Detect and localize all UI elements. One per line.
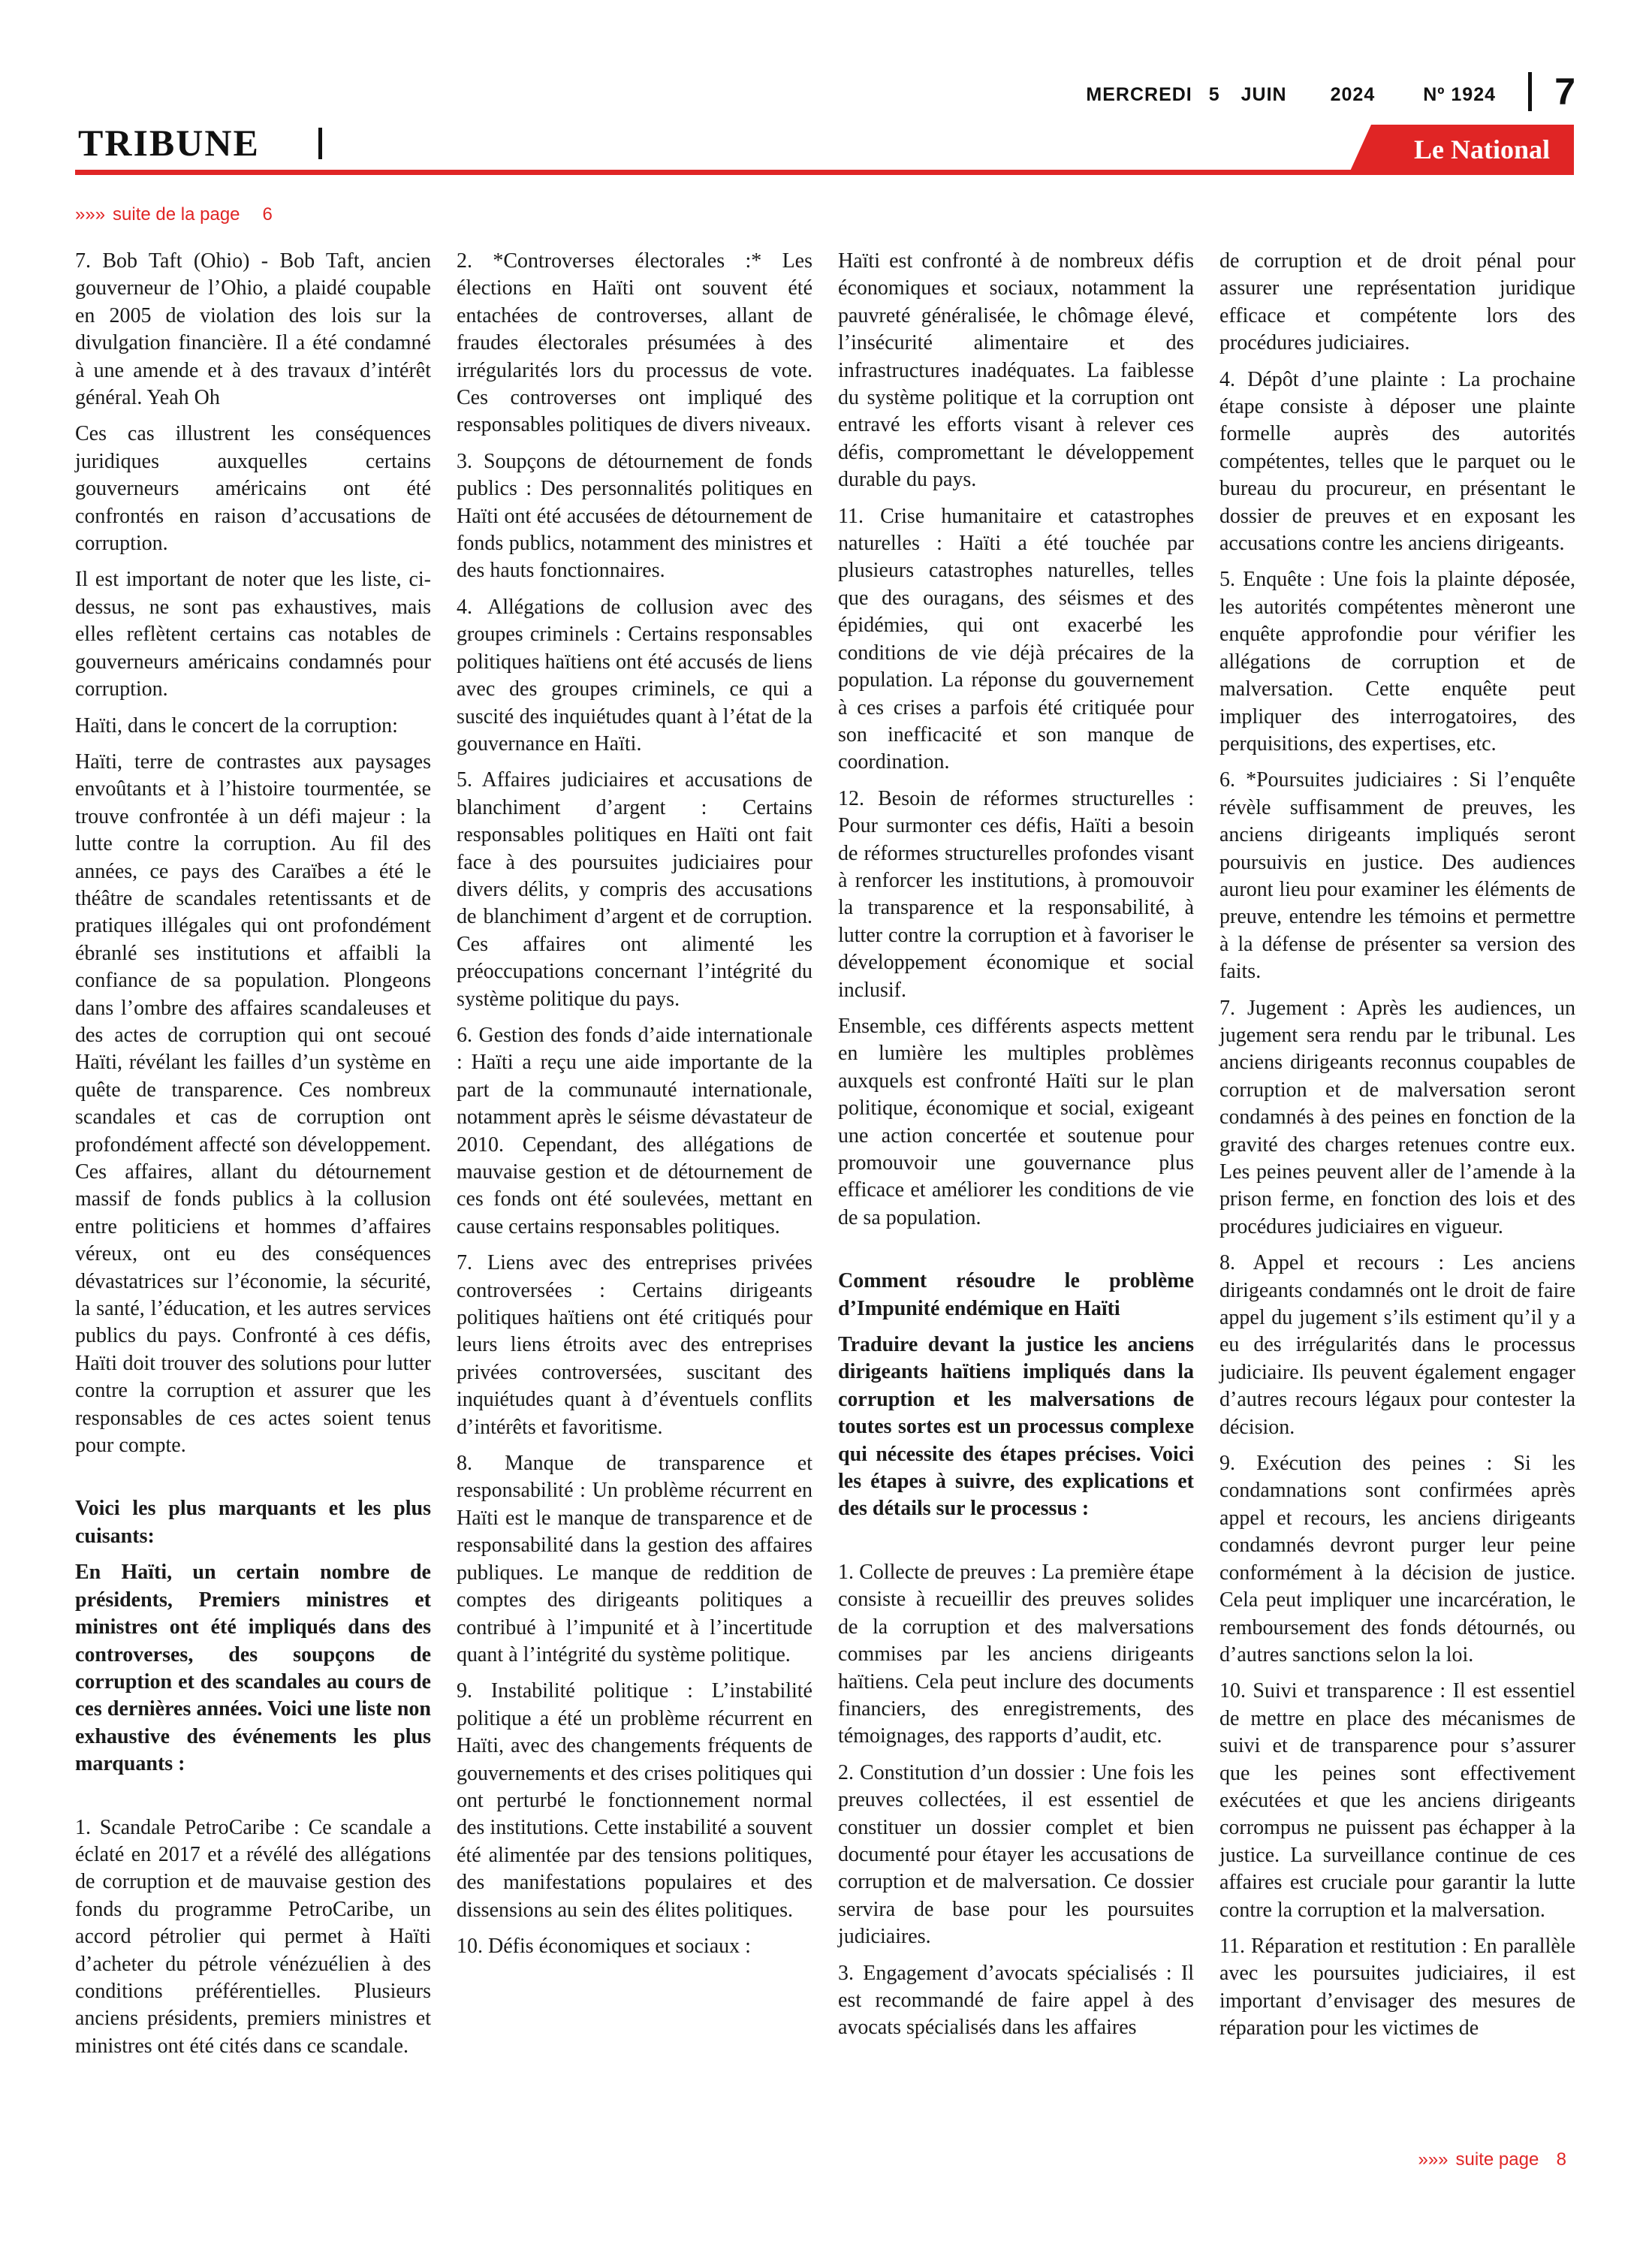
paragraph: 9. Instabilité politique : L’instabilité politique a été un problème récurrent en Haïti, avec des changements fréquents de gouvernements et des crises politiques qui ont perturbé le fonctionnement normal des institutions. Cette instabilité a souvent été alimentée par des tensions politiques, des manifestations populaires et des dissensions au sein des élites politiques.	[457, 1679, 812, 1922]
article-column-4	[1219, 248, 1575, 2052]
section-title: TRIBUNE	[78, 122, 260, 164]
header-divider	[1528, 72, 1532, 111]
article-column-3	[838, 248, 1194, 2051]
paragraph: 10. Suivi et transparence : Il est essentiel de mettre en place des mécanismes de suivi et de transparence pour s’assurer que les peines sont effectivement exécutées et que les anciens dirigeants corrompus ne puissent pas échapper à la justice. La surveillance continue de ces affaires est cruciale pour garantir la lutte contre la corruption et la malversation.	[1219, 1679, 1575, 1922]
paragraph: 11. Crise humanitaire et catastrophes naturelles : Haïti a été touchée par plusieurs catastrophes naturelles, telles que des ouragans, des séismes et des épidémies, qui ont exacerbé les conditions de vie déjà précaires de la population. La réponse du gouvernement à ces crises a parfois été critiquée pour son inefficacité et son manque de coordination.	[838, 504, 1194, 774]
paragraph: 8. Appel et recours : Les anciens dirigeants condamnés ont le droit de faire appel du jugement s’ils estiment qu’il y a eu des irrégularités dans le processus judiciaire. Ils peuvent également engager d’autres recours légaux pour contester la décision.	[1219, 1251, 1575, 1439]
paragraph: 7. Bob Taft (Ohio) - Bob Taft, ancien gouverneur de l’Ohio, a plaidé coupable en 2005 de violation des lois sur la divulgation financière. Il a été condamné à une amende et à des travaux d’intérêt général. Yeah Oh	[75, 249, 431, 410]
issue-number: Nº 1924	[1423, 84, 1496, 105]
continued-on-label: suite page	[1455, 2149, 1539, 2170]
subheading: Voici les plus marquants et les plus cuisants:	[75, 1497, 431, 1548]
paragraph: 2. *Controverses électorales :* Les élections en Haïti ont souvent été entachées de controverses, allant de fraudes électorales présumées à des irrégularités lors du processus de vote. Ces controverses ont impliqué des responsables politiques de divers niveaux.	[457, 249, 812, 437]
issue-month: JUIN	[1241, 84, 1287, 105]
paragraph: 12. Besoin de réformes structurelles : Pour surmonter ces défis, Haïti a besoin de réformes structurelles profondes visant à renforcer les institutions, à promouvoir la transparence et la responsabilité, à lutter contre la corruption et à favoriser le développement économique et social inclusif.	[838, 786, 1194, 1002]
paragraph: 10. Défis économiques et sociaux :	[457, 1934, 751, 1958]
article-column-1	[75, 248, 431, 2069]
paragraph: 3. Engagement d’avocats spécialisés : Il est recommandé de faire appel à des avocats spécialisés dans les affaires	[838, 1961, 1194, 2040]
paragraph: 11. Réparation et restitution : En parallèle avec les poursuites judiciaires, il est important d’envisager des mesures de réparation pour les victimes de	[1219, 1934, 1575, 2040]
brand-name: Le National	[1413, 134, 1550, 164]
paragraph: Haïti, dans le concert de la corruption:	[75, 713, 398, 737]
arrows-icon: »»»	[1418, 2149, 1449, 2170]
section-divider	[318, 128, 322, 159]
paragraph: 9. Exécution des peines : Si les condamnations sont confirmées après appel et recours, les anciens dirigeants condamnés devront purger leur peine conformément à la décision de justice. Cela peut impliquer une incarcération, le remboursement des fonds détournés, ou d’autres sanctions selon la loi.	[1219, 1452, 1575, 1666]
subheading: Comment résoudre le problème d’Impunité endémique en Haïti	[838, 1269, 1194, 1320]
paragraph: 6. Gestion des fonds d’aide internationale : Haïti a reçu une aide importante de la part de la communauté internationale, notamment après le séisme dévastateur de 2010. Cependant, des allégations de mauvaise gestion et de détournement de ces fonds ont été soulevées, mettant en cause certains responsables politiques.	[457, 1023, 812, 1238]
paragraph: Il est important de noter que les liste, ci-dessus, ne sont pas exhaustives, mais elles reflètent certains cas notables de gouverneurs américains condamnés pour corruption.	[75, 568, 431, 701]
page-number: 7	[1554, 71, 1575, 113]
paragraph: 1. Collecte de preuves : La première étape consiste à recueillir des preuves solides de la corruption et des malversations commises par les anciens dirigeants haïtiens. Cela peut inclure des documents financiers, des enregistrements, des témoignages, des rapports d’audit, etc.	[838, 1560, 1194, 1748]
paragraph: Ces cas illustrent les conséquences juridiques auxquelles certains gouverneurs américains ont été confrontés en raison d’accusations de corruption.	[75, 422, 431, 556]
paragraph: Haïti, terre de contrastes aux paysages envoûtants et à l’histoire tourmentée, se trouve confrontée à un défi majeur : la lutte contre la corruption. Au fil des années, ce pays des Caraïbes a été le théâtre de scandales retentissants et de pratiques illégales qui ont profondément ébranlé ses institutions et affaibli la confiance de sa population. Plongeons dans l’ombre des affaires scandaleuses et des actes de corruption qui ont secoué Haïti, révélant les failles d’un système en quête de transparence. Ces nombreux scandales et cas de corruption ont profondément affecté son développement. Ces affaires, allant du détournement massif de fonds publics à la collusion entre politiciens et hommes d’affaires véreux, ont eu des conséquences dévastatrices sur l’économie, la sécurité, la santé, l’éducation, et les autres services publics du pays. Confronté à ces défis, Haïti doit trouver des solutions pour lutter contre la corruption et assurer que les responsables de ces actes soient tenus pour compte.	[75, 749, 431, 1458]
continued-on	[1418, 2149, 1574, 2170]
paragraph: 5. Affaires judiciaires et accusations de blanchiment d’argent : Certains responsables politiques en Haïti ont fait face à des poursuites judiciaires pour divers délits, y compris des accusations de blanchiment d’argent et de corruption. Ces affaires ont alimenté les préoccupations concernant l’intégrité du système politique du pays.	[457, 768, 812, 1011]
paragraph: de corruption et de droit pénal pour assurer une représentation juridique efficace et compétente lors des procédures judiciaires.	[1219, 249, 1575, 355]
article-column-2	[457, 248, 812, 1969]
paragraph: 4. Allégations de collusion avec des groupes criminels : Certains responsables politiques haïtiens ont été accusés de liens avec des groupes criminels, ce qui a suscité des inquiétudes quant à l’état de la gouvernance en Haïti.	[457, 595, 812, 756]
paragraph: 7. Liens avec des entreprises privées controversées : Certains dirigeants politiques haïtiens ont été critiqués pour leurs liens étroits avec des entreprises privées controversées, suscitant des inquiétudes quant à d’éventuels conflits d’intérêts et favoritisme.	[457, 1251, 812, 1439]
issue-year: 2024	[1330, 84, 1376, 105]
continued-from-page: 6	[262, 204, 273, 225]
bold-paragraph: Traduire devant la justice les anciens dirigeants haïtiens impliqués dans la corruption et les malversations de toutes sortes est un processus complexe qui nécessite des étapes précises. Voici les étapes à suivre, des explications et des détails sur le processus :	[838, 1333, 1194, 1521]
issue-weekday: MERCREDI	[1086, 84, 1192, 105]
continued-on-page: 8	[1556, 2149, 1566, 2170]
paragraph: 4. Dépôt d’une plainte : La prochaine étape consiste à déposer une plainte formelle auprès des autorités compétentes, telles que le parquet ou le bureau du procureur, en présentant le dossier de preuves et en exposant les accusations contre les anciens dirigeants.	[1219, 367, 1575, 556]
paragraph: Ensemble, ces différents aspects mettent en lumière les multiples problèmes auxquels est confronté Haïti sur le plan politique, économique et social, exigeant une action concertée et soutenue pour promouvoir une gouvernance plus efficace et améliorer les conditions de vie de sa population.	[838, 1014, 1194, 1229]
paragraph: 7. Jugement : Après les audiences, un jugement sera rendu par le tribunal. Les anciens dirigeants reconnus coupables de corruption et de malversation seront condamnés à des peines en fonction de la gravité des charges retenues contre eux. Les peines peuvent aller de l’amende à la prison ferme, en fonction des lois et des procédures judiciaires en vigueur.	[1219, 996, 1575, 1238]
paragraph: 3. Soupçons de détournement de fonds publics : Des personnalités politiques en Haïti ont été accusées de détournement de fonds publics, notamment des ministres et des hauts fonctionnaires.	[457, 449, 812, 583]
paragraph: 2. Constitution d’un dossier : Une fois les preuves collectées, il est essentiel de constituer un dossier complet et bien documenté pour étayer les accusations de corruption et de malversation. Ce dossier servira de base pour les poursuites judiciaires.	[838, 1760, 1194, 1949]
paragraph: 8. Manque de transparence et responsabilité : Un problème récurrent en Haïti est le manque de transparence et de responsabilité dans la gestion des affaires publiques. Le manque de reddition de comptes des dirigeants politiques a contribué à l’impunité et à l’incertitude quant à l’intégrité du système politique.	[457, 1452, 812, 1666]
continued-from	[75, 204, 280, 225]
bold-paragraph: En Haïti, un certain nombre de présidents, Premiers ministres et ministres ont été impliqués dans des controverses, des soupçons de corruption et des scandales au cours de ces dernières années. Voici une liste non exhaustive des événements les plus marquants :	[75, 1561, 431, 1776]
paragraph: 1. Scandale PetroCaribe : Ce scandale a éclaté en 2017 et a révélé des allégations de corruption et de mauvaise gestion des fonds du programme PetroCaribe, un accord pétrolier qui permet à Haïti d’acheter du pétrole vénézuélien à des conditions préférentielles. Plusieurs anciens présidents, premiers ministres et ministres ont été cités dans ce scandale.	[75, 1815, 431, 2058]
paragraph: 5. Enquête : Une fois la plainte déposée, les autorités compétentes mèneront une enquête approfondie pour vérifier les allégations de corruption et de malversation. Cette enquête peut impliquer des interrogatoires, des perquisitions, des expertises, etc.	[1219, 568, 1575, 756]
header-rule	[75, 170, 1574, 175]
issue-info	[1086, 84, 1496, 106]
paragraph: Haïti est confronté à de nombreux défis économiques et sociaux, notamment la pauvreté généralisée, le chômage élevé, l’insécurité alimentaire et des infrastructures inadéquates. La faiblesse du système politique et la corruption ont entravé les efforts visant à relever ces défis, compromettant le développement durable du pays.	[838, 249, 1194, 492]
issue-day: 5	[1208, 84, 1220, 105]
paragraph: 6. *Poursuites judiciaires : Si l’enquête révèle suffisamment de preuves, les anciens dirigeants impliqués seront poursuivis en justice. Des audiences auront lieu pour examiner les éléments de preuve, entendre les témoins et permettre à la défense de présenter sa version des faits.	[1219, 768, 1575, 984]
arrows-icon: »»»	[75, 204, 106, 225]
continued-from-label: suite de la page	[113, 204, 240, 225]
